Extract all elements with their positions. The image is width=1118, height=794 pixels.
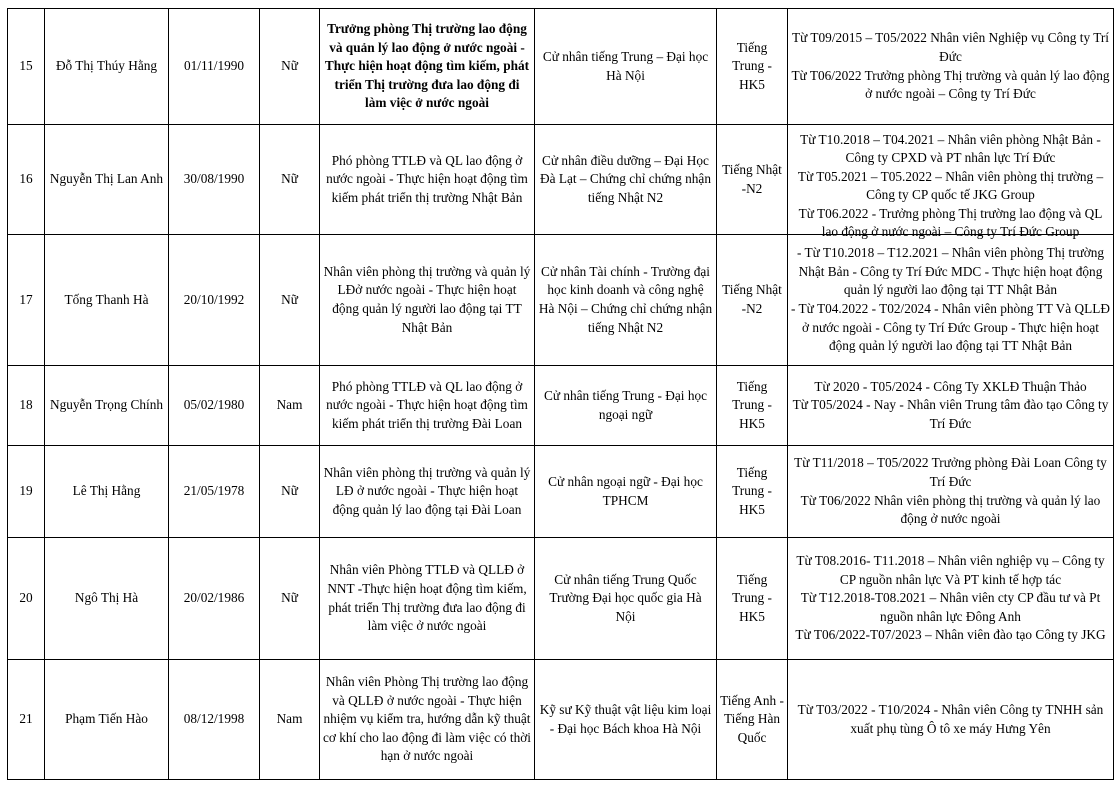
date-of-birth-cell: 21/05/1978 [169, 446, 260, 538]
education-cell: Cử nhân Tài chính - Trường đại học kinh doanh và công nghệ Hà Nội – Chứng chỉ chứng nhận tiếng Nhật N2 [535, 235, 717, 366]
language-cell: Tiếng Trung - HK5 [717, 9, 788, 125]
experience-list [791, 244, 1110, 356]
experience-entry: Từ T06/2022 Trưởng phòng Thị trường và quản lý lao động ở nước ngoài – Công ty Trí Đức [791, 67, 1110, 102]
position-cell: Trưởng phòng Thị trường lao động và quản lý lao động ở nước ngoài - Thực hiện hoạt động tìm kiếm, phát triển Thị trường đưa lao động đi làm việc ở nước ngoài [320, 9, 535, 125]
full-name-cell: Nguyễn Thị Lan Anh [45, 125, 169, 235]
table-row [8, 9, 1114, 125]
experience-entry: Từ T06/2022 Nhân viên phòng thị trường và quản lý lao động ở nước ngoài [800, 492, 1101, 527]
full-name-cell: Ngô Thị Hà [45, 538, 169, 660]
experience-cell [788, 538, 1114, 660]
education-cell: Cử nhân tiếng Trung - Đại học ngoại ngữ [535, 366, 717, 446]
table-row [8, 366, 1114, 446]
staff-table [7, 8, 1114, 780]
row-number-cell: 19 [8, 446, 45, 538]
experience-entry: Từ T06/2022-T07/2023 – Nhân viên đào tạo Công ty JKG [795, 627, 1106, 643]
gender-cell: Nữ [260, 125, 320, 235]
experience-entry: Từ T11/2018 – T05/2022 Trưởng phòng Đài Loan Công ty Trí Đức [794, 455, 1107, 489]
experience-entry: Từ T08.2016- T11.2018 – Nhân viên nghiệp vụ – Công ty CP nguồn nhân lực Và PT kinh tế hợp tác [796, 553, 1105, 587]
position-cell: Nhân viên phòng thị trường và quản lý LĐở nước ngoài - Thực hiện hoạt động quản lý người lao động tại TT Nhật Bản [320, 235, 535, 366]
gender-cell: Nữ [260, 446, 320, 538]
experience-entry: - Từ T04.2022 - T02/2024 - Nhân viên phòng TT Và QLLĐ ở nước ngoài - Công ty Trí Đức Group - Thực hiện hoạt động quản lý người lao động tại TT Nhật Bản [791, 301, 1110, 354]
table-row [8, 446, 1114, 538]
gender-cell: Nữ [260, 9, 320, 125]
position-cell: Nhân viên phòng thị trường và quản lý LĐ ở nước ngoài - Thực hiện hoạt động quản lý lao động tại Đài Loan [320, 446, 535, 538]
position-cell: Nhân viên Phòng Thị trường lao động và QLLĐ ở nước ngoài - Thực hiện nhiệm vụ kiểm tra, hướng dẫn kỹ thuật cơ khí cho lao động đi làm việc có thời hạn ở nước ngoài [320, 660, 535, 780]
experience-list [791, 701, 1110, 738]
education-cell: Cử nhân điều dưỡng – Đại Học Đà Lạt – Chứng chỉ chứng nhận tiếng Nhật N2 [535, 125, 717, 235]
experience-list [791, 29, 1110, 103]
experience-cell [788, 9, 1114, 125]
full-name-cell: Phạm Tiến Hào [45, 660, 169, 780]
table-row [8, 125, 1114, 235]
row-number-cell: 15 [8, 9, 45, 125]
experience-entry: Từ T05.2021 – T05.2022 – Nhân viên phòng thị trường – Công ty CP quốc tế JKG Group [797, 168, 1104, 203]
date-of-birth-cell: 20/10/1992 [169, 235, 260, 366]
row-number-cell: 20 [8, 538, 45, 660]
education-cell: Cử nhân tiếng Trung – Đại học Hà Nội [535, 9, 717, 125]
gender-cell: Nữ [260, 235, 320, 366]
position-cell: Phó phòng TTLĐ và QL lao động ở nước ngoài - Thực hiện hoạt động tìm kiếm phát triển thị trường Đài Loan [320, 366, 535, 446]
position-cell: Nhân viên Phòng TTLĐ và QLLĐ ở NNT -Thực hiện hoạt động tìm kiếm, phát triển Thị trường đưa lao động đi làm việc ở nước ngoài [320, 538, 535, 660]
language-cell: Tiếng Trung - HK5 [717, 446, 788, 538]
experience-entry: Từ T03/2022 - T10/2024 - Nhân viên Công ty TNHH sản xuất phụ tùng Ô tô xe máy Hưng Yên [797, 701, 1104, 736]
gender-cell: Nam [260, 366, 320, 446]
date-of-birth-cell: 05/02/1980 [169, 366, 260, 446]
full-name-cell: Lê Thị Hằng [45, 446, 169, 538]
experience-cell [788, 235, 1114, 366]
language-cell: Tiếng Anh - Tiếng Hàn Quốc [717, 660, 788, 780]
date-of-birth-cell: 20/02/1986 [169, 538, 260, 660]
language-cell: Tiếng Nhật -N2 [717, 235, 788, 366]
experience-entry: Từ T09/2015 – T05/2022 Nhân viên Nghiệp vụ Công ty Trí Đức [792, 30, 1109, 64]
experience-list [791, 454, 1110, 528]
experience-list [791, 378, 1110, 434]
experience-cell [788, 366, 1114, 446]
gender-cell: Nữ [260, 538, 320, 660]
date-of-birth-cell: 30/08/1990 [169, 125, 260, 235]
gender-cell: Nam [260, 660, 320, 780]
language-cell: Tiếng Trung - HK5 [717, 366, 788, 446]
date-of-birth-cell: 08/12/1998 [169, 660, 260, 780]
full-name-cell: Đỗ Thị Thúy Hằng [45, 9, 169, 125]
education-cell: Kỹ sư Kỹ thuật vật liệu kim loại - Đại học Bách khoa Hà Nội [535, 660, 717, 780]
position-cell: Phó phòng TTLĐ và QL lao động ở nước ngoài - Thực hiện hoạt động tìm kiếm phát triển thị trường Nhật Bản [320, 125, 535, 235]
experience-entry: - Từ T10.2018 – T12.2021 – Nhân viên phòng Thị trường Nhật Bản - Công ty Trí Đức MDC - Thực hiện hoạt động quản lý người lao động tại TT Nhật Bản [796, 245, 1105, 298]
date-of-birth-cell: 01/11/1990 [169, 9, 260, 125]
language-cell: Tiếng Nhật -N2 [717, 125, 788, 235]
experience-entry: Từ T05/2024 - Nay - Nhân viên Trung tâm đào tạo Công ty Trí Đức [792, 397, 1109, 431]
experience-entry: Từ 2020 - T05/2024 - Công Ty XKLĐ Thuận Thảo [814, 378, 1087, 394]
full-name-cell: Nguyễn Trọng Chính [45, 366, 169, 446]
row-number-cell: 16 [8, 125, 45, 235]
education-cell: Cử nhân tiếng Trung Quốc Trường Đại học quốc gia Hà Nội [535, 538, 717, 660]
experience-cell [788, 660, 1114, 780]
experience-list [791, 131, 1110, 240]
education-cell: Cử nhân ngoại ngữ - Đại học TPHCM [535, 446, 717, 538]
experience-entry: Từ T12.2018-T08.2021 – Nhân viên cty CP đầu tư và Pt nguồn nhân lực Đông Anh [800, 590, 1101, 624]
experience-cell [788, 446, 1114, 538]
language-cell: Tiếng Trung - HK5 [717, 538, 788, 660]
row-number-cell: 21 [8, 660, 45, 780]
experience-entry: Từ T10.2018 – T04.2021 – Nhân viên phòng Nhật Bản - Công ty CPXD và PT nhân lực Trí Đức [800, 131, 1101, 166]
row-number-cell: 17 [8, 235, 45, 366]
row-number-cell: 18 [8, 366, 45, 446]
full-name-cell: Tống Thanh Hà [45, 235, 169, 366]
experience-cell [788, 125, 1114, 240]
table-row [8, 538, 1114, 660]
experience-entry: Từ T06.2022 - Trưởng phòng Thị trường lao động và QL lao động ở nước ngoài – Công ty Trí Đức Group [798, 205, 1103, 240]
table-row [8, 235, 1114, 366]
experience-list [791, 552, 1110, 645]
table-row [8, 660, 1114, 780]
